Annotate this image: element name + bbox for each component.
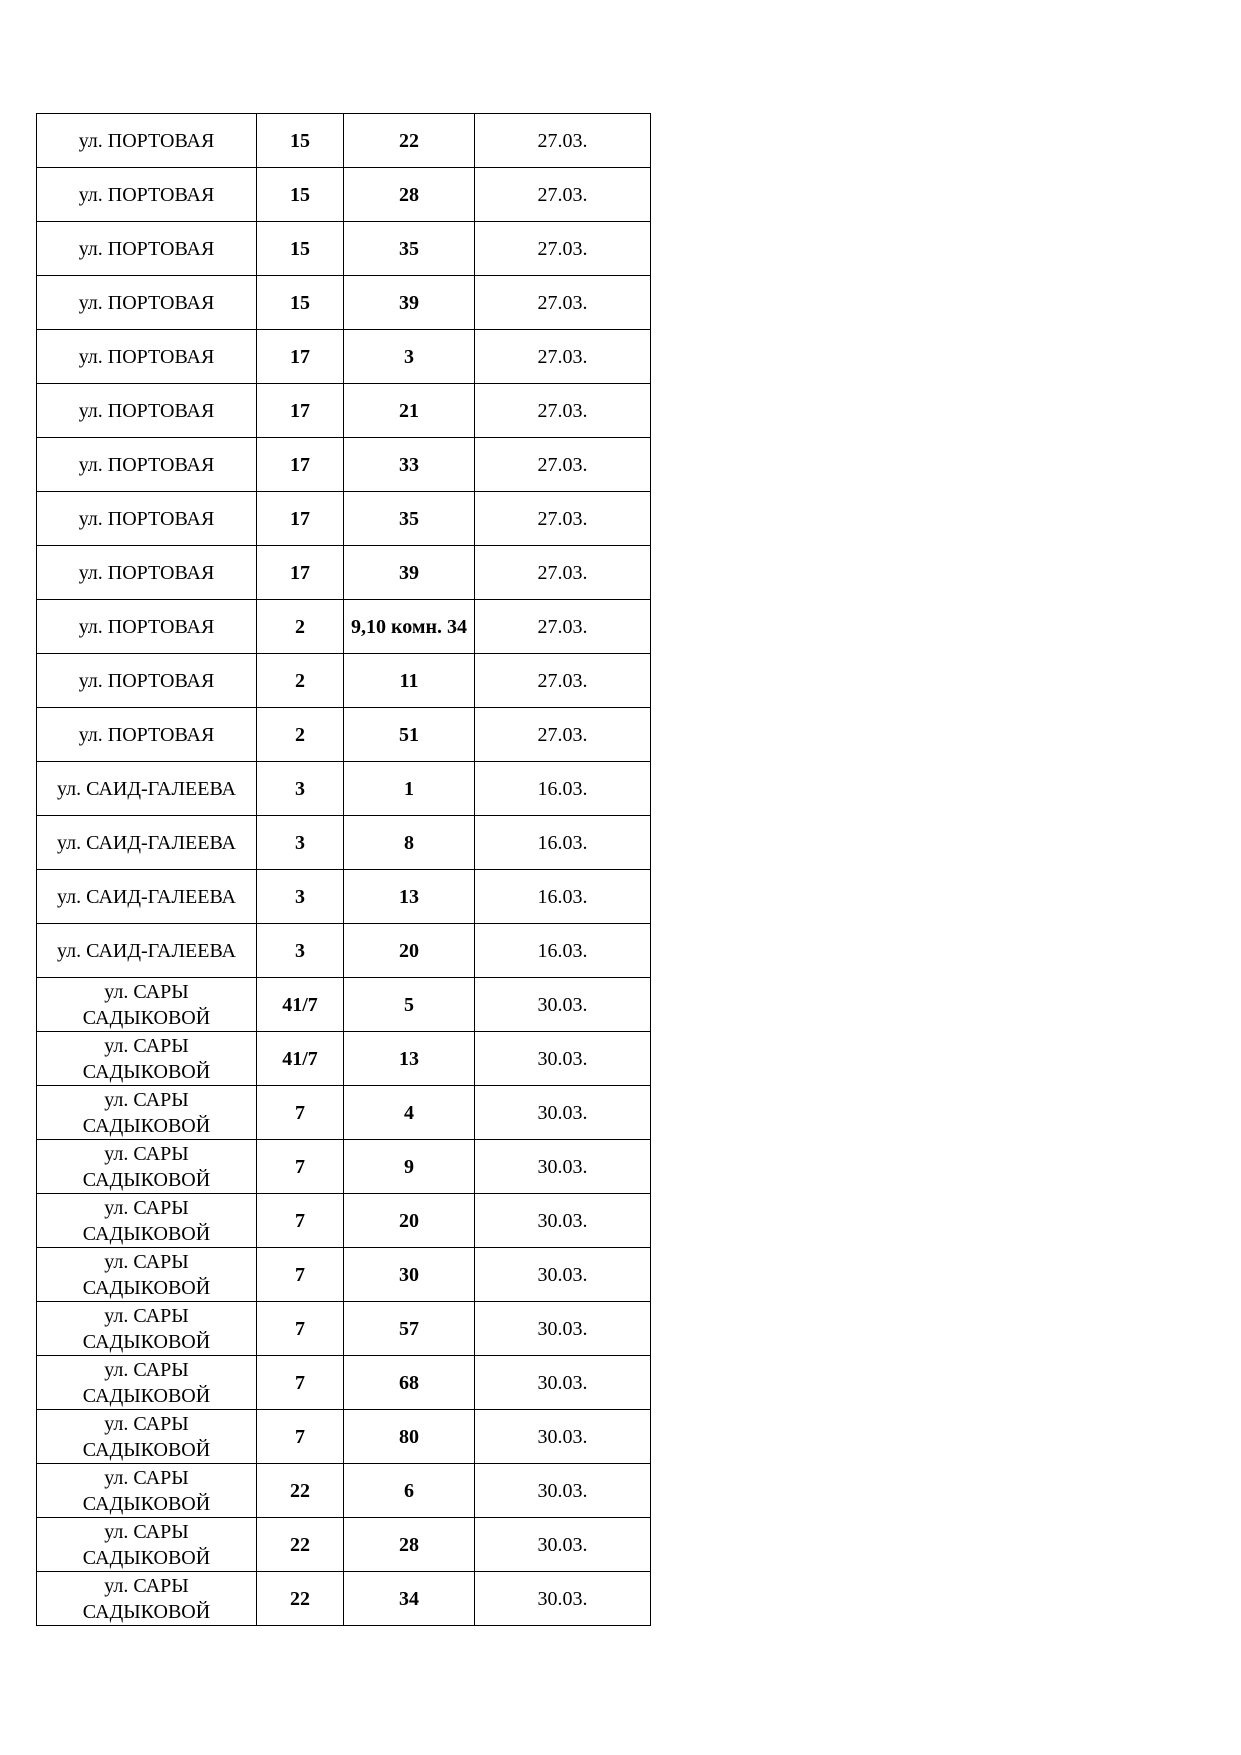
date-cell: 30.03. [475,1410,651,1464]
house-number-cell: 3 [257,924,344,978]
date-cell: 30.03. [475,1518,651,1572]
apartment-number-cell: 20 [344,924,475,978]
date-cell: 30.03. [475,1140,651,1194]
table-row [37,492,651,546]
street-cell: ул. САИД-ГАЛЕЕВА [37,870,257,924]
house-number-cell: 22 [257,1464,344,1518]
apartment-number-cell: 51 [344,708,475,762]
street-cell: ул. ПОРТОВАЯ [37,330,257,384]
table-row [37,1572,651,1626]
street-cell: ул. ПОРТОВАЯ [37,546,257,600]
table-row [37,1140,651,1194]
date-cell: 27.03. [475,222,651,276]
house-number-cell: 22 [257,1572,344,1626]
date-cell: 30.03. [475,1086,651,1140]
date-cell: 16.03. [475,870,651,924]
street-cell: ул. САРЫ САДЫКОВОЙ [37,1248,257,1302]
table-row [37,600,651,654]
house-number-cell: 3 [257,762,344,816]
apartment-number-cell: 13 [344,1032,475,1086]
street-cell: ул. ПОРТОВАЯ [37,168,257,222]
apartment-number-cell: 4 [344,1086,475,1140]
house-number-cell: 7 [257,1140,344,1194]
apartment-number-cell: 6 [344,1464,475,1518]
house-number-cell: 15 [257,114,344,168]
date-cell: 30.03. [475,1194,651,1248]
apartment-number-cell: 57 [344,1302,475,1356]
house-number-cell: 17 [257,492,344,546]
street-cell: ул. ПОРТОВАЯ [37,600,257,654]
street-cell: ул. САРЫ САДЫКОВОЙ [37,1302,257,1356]
apartment-number-cell: 9,10 комн. 34 [344,600,475,654]
house-number-cell: 41/7 [257,978,344,1032]
street-cell: ул. ПОРТОВАЯ [37,492,257,546]
table-row [37,168,651,222]
apartment-number-cell: 39 [344,276,475,330]
house-number-cell: 17 [257,384,344,438]
table-row [37,384,651,438]
street-cell: ул. ПОРТОВАЯ [37,384,257,438]
apartment-number-cell: 8 [344,816,475,870]
table-row [37,114,651,168]
apartment-number-cell: 68 [344,1356,475,1410]
street-cell: ул. САРЫ САДЫКОВОЙ [37,1194,257,1248]
date-cell: 27.03. [475,654,651,708]
house-number-cell: 17 [257,330,344,384]
date-cell: 27.03. [475,168,651,222]
street-cell: ул. САРЫ САДЫКОВОЙ [37,1572,257,1626]
house-number-cell: 15 [257,276,344,330]
date-cell: 16.03. [475,762,651,816]
house-number-cell: 3 [257,816,344,870]
street-cell: ул. САРЫ САДЫКОВОЙ [37,1464,257,1518]
street-cell: ул. ПОРТОВАЯ [37,438,257,492]
house-number-cell: 2 [257,708,344,762]
apartment-number-cell: 9 [344,1140,475,1194]
date-cell: 30.03. [475,1356,651,1410]
street-cell: ул. САРЫ САДЫКОВОЙ [37,1140,257,1194]
date-cell: 27.03. [475,600,651,654]
house-number-cell: 7 [257,1194,344,1248]
date-cell: 30.03. [475,1572,651,1626]
table-row [37,1518,651,1572]
table-row [37,276,651,330]
house-number-cell: 41/7 [257,1032,344,1086]
house-number-cell: 22 [257,1518,344,1572]
apartment-number-cell: 28 [344,168,475,222]
date-cell: 27.03. [475,492,651,546]
house-number-cell: 3 [257,870,344,924]
street-cell: ул. САРЫ САДЫКОВОЙ [37,1518,257,1572]
date-cell: 30.03. [475,978,651,1032]
apartment-number-cell: 22 [344,114,475,168]
street-cell: ул. САРЫ САДЫКОВОЙ [37,1032,257,1086]
table-row [37,978,651,1032]
table-row [37,546,651,600]
house-number-cell: 2 [257,600,344,654]
street-cell: ул. САИД-ГАЛЕЕВА [37,762,257,816]
street-cell: ул. САИД-ГАЛЕЕВА [37,924,257,978]
date-cell: 27.03. [475,276,651,330]
street-cell: ул. САРЫ САДЫКОВОЙ [37,1356,257,1410]
date-cell: 16.03. [475,924,651,978]
table-row [37,1248,651,1302]
apartment-number-cell: 35 [344,492,475,546]
table-row [37,654,651,708]
table-row [37,1194,651,1248]
date-cell: 27.03. [475,708,651,762]
street-cell: ул. ПОРТОВАЯ [37,276,257,330]
house-number-cell: 2 [257,654,344,708]
street-cell: ул. ПОРТОВАЯ [37,654,257,708]
table-row [37,870,651,924]
table-row [37,1086,651,1140]
apartment-number-cell: 33 [344,438,475,492]
apartment-number-cell: 1 [344,762,475,816]
date-cell: 30.03. [475,1464,651,1518]
date-cell: 27.03. [475,438,651,492]
apartment-number-cell: 11 [344,654,475,708]
date-cell: 30.03. [475,1032,651,1086]
date-cell: 16.03. [475,816,651,870]
house-number-cell: 15 [257,222,344,276]
date-cell: 27.03. [475,384,651,438]
table-row [37,330,651,384]
house-number-cell: 7 [257,1086,344,1140]
table-row [37,708,651,762]
table-row [37,1410,651,1464]
street-cell: ул. САРЫ САДЫКОВОЙ [37,1410,257,1464]
apartment-number-cell: 35 [344,222,475,276]
house-number-cell: 15 [257,168,344,222]
date-cell: 30.03. [475,1248,651,1302]
table-row [37,438,651,492]
house-number-cell: 7 [257,1356,344,1410]
table-row [37,762,651,816]
apartment-number-cell: 13 [344,870,475,924]
apartment-number-cell: 3 [344,330,475,384]
apartment-number-cell: 28 [344,1518,475,1572]
address-table [36,113,651,1626]
table-row [37,924,651,978]
address-table-body [37,114,651,1626]
table-row [37,1032,651,1086]
table-row [37,1302,651,1356]
table-row [37,1356,651,1410]
date-cell: 27.03. [475,330,651,384]
house-number-cell: 17 [257,546,344,600]
street-cell: ул. ПОРТОВАЯ [37,114,257,168]
apartment-number-cell: 39 [344,546,475,600]
apartment-number-cell: 20 [344,1194,475,1248]
apartment-number-cell: 5 [344,978,475,1032]
date-cell: 30.03. [475,1302,651,1356]
date-cell: 27.03. [475,114,651,168]
apartment-number-cell: 21 [344,384,475,438]
street-cell: ул. САИД-ГАЛЕЕВА [37,816,257,870]
house-number-cell: 7 [257,1302,344,1356]
apartment-number-cell: 34 [344,1572,475,1626]
table-row [37,816,651,870]
house-number-cell: 7 [257,1410,344,1464]
apartment-number-cell: 80 [344,1410,475,1464]
table-row [37,222,651,276]
street-cell: ул. ПОРТОВАЯ [37,708,257,762]
apartment-number-cell: 30 [344,1248,475,1302]
street-cell: ул. ПОРТОВАЯ [37,222,257,276]
table-row [37,1464,651,1518]
street-cell: ул. САРЫ САДЫКОВОЙ [37,1086,257,1140]
date-cell: 27.03. [475,546,651,600]
house-number-cell: 17 [257,438,344,492]
house-number-cell: 7 [257,1248,344,1302]
street-cell: ул. САРЫ САДЫКОВОЙ [37,978,257,1032]
